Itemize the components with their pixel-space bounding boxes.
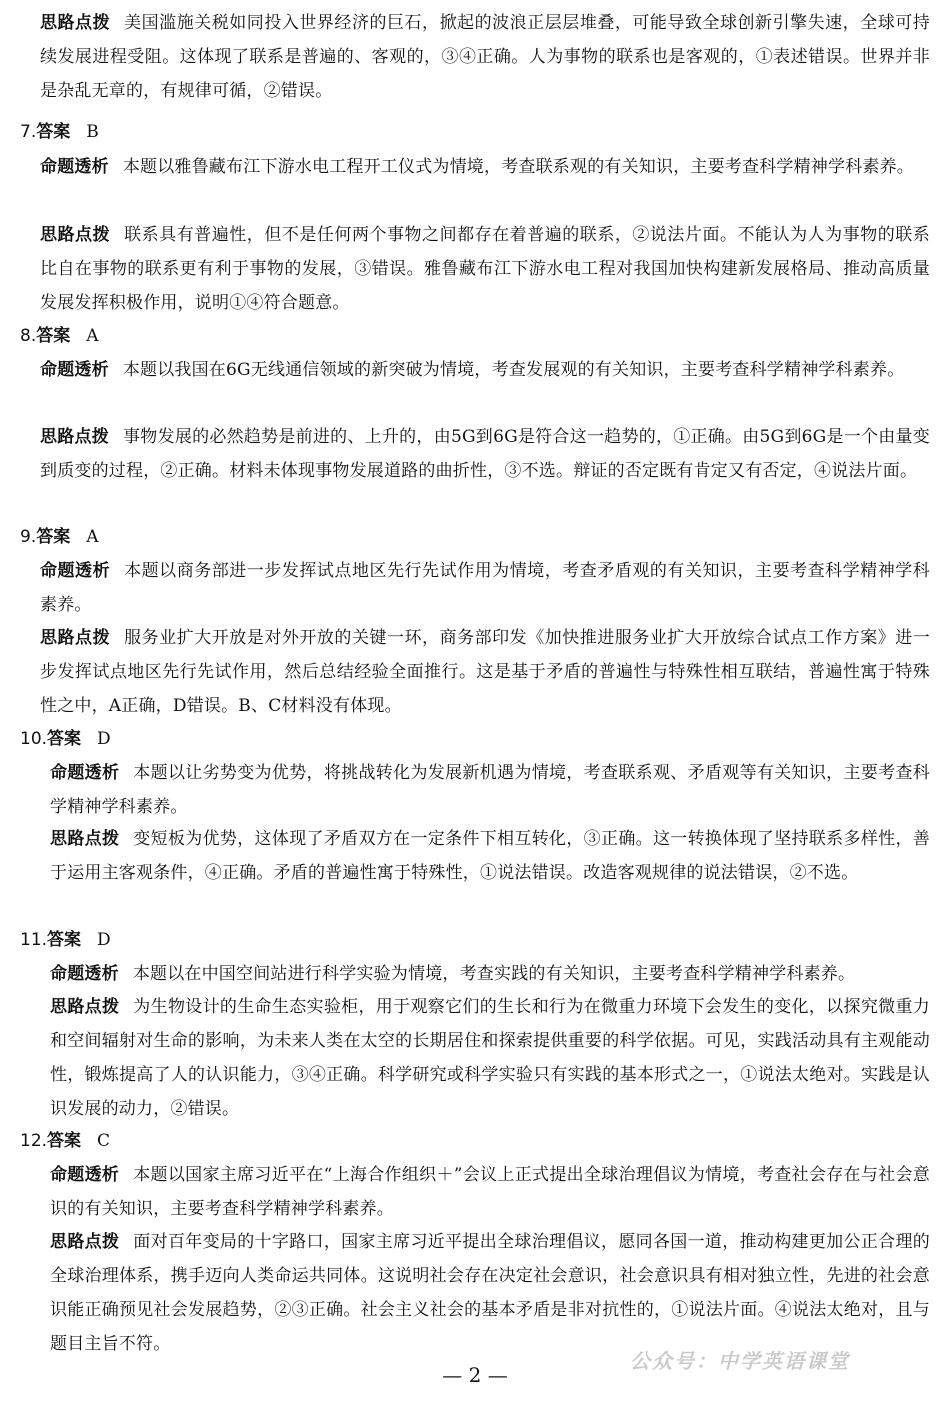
hint-label: 思路点拨 bbox=[40, 427, 110, 447]
hint-text: 联系具有普遍性，但不是任何两个事物之间都存在着普遍的联系，②说法片面。不能认为人为事物的联系比自在事物的联系更有利于事物的发展，③错误。雅鲁藏布江下游水电工程对我国加快构建新发展格局、推动高质量发展发挥积极作用，说明①④符合题意。 bbox=[40, 225, 930, 313]
analysis-text: 本题以雅鲁藏布江下游水电工程开工仪式为情境，考查联系观的有关知识，主要考查科学精神学科素养。 bbox=[122, 157, 915, 177]
question-12-answer bbox=[20, 1124, 110, 1158]
question-8-hint bbox=[40, 420, 930, 488]
analysis-text: 本题以在中国空间站进行科学实验为情境，考查实践的有关知识，主要考查科学精神学科素养。 bbox=[132, 964, 856, 984]
answer-label: 答案 bbox=[47, 729, 82, 749]
question-10-answer bbox=[20, 722, 111, 756]
analysis-text: 本题以商务部进一步发挥试点地区先行先试作用为情境，考查矛盾观的有关知识，主要考查科学精神学科素养。 bbox=[40, 561, 930, 615]
answer-label: 答案 bbox=[36, 527, 71, 547]
hint-text: 变短板为优势，这体现了矛盾双方在一定条件下相互转化，③正确。这一转换体现了坚持联系多样性，善于运用主客观条件，④正确。矛盾的普遍性寓于特殊性，①说法错误。改造客观规律的说法错误，②不选。 bbox=[50, 829, 930, 883]
question-number: 11. bbox=[20, 930, 48, 950]
watermark: 公众号：中学英语课堂 bbox=[630, 1349, 850, 1373]
analysis-label: 命题透析 bbox=[40, 561, 111, 581]
question-12-hint bbox=[50, 1225, 930, 1361]
hint-label: 思路点拨 bbox=[50, 829, 120, 849]
analysis-label: 命题透析 bbox=[50, 1165, 120, 1185]
answer-label: 答案 bbox=[36, 122, 71, 142]
answer-label: 答案 bbox=[47, 930, 82, 950]
question-number: 9. bbox=[20, 527, 37, 547]
question-7-hint bbox=[40, 218, 930, 320]
question-9-analysis bbox=[40, 554, 930, 622]
answer-value: C bbox=[97, 1131, 111, 1151]
hint-text: 事物发展的必然趋势是前进的、上升的，由5G到6G是符合这一趋势的，①正确。由5G到6G是一个由量变到质变的过程，②正确。材料未体现事物发展道路的曲折性，③不选。辩证的否定既有肯定又有否定，④说法片面。 bbox=[40, 427, 930, 481]
answer-label: 答案 bbox=[36, 326, 71, 346]
answer-value: D bbox=[97, 930, 111, 950]
answer-label: 答案 bbox=[47, 1131, 82, 1151]
question-8-analysis bbox=[40, 353, 930, 387]
answer-value: D bbox=[97, 729, 111, 749]
question-11-hint bbox=[50, 990, 930, 1126]
question-number: 7. bbox=[20, 122, 37, 142]
question-8-answer bbox=[20, 319, 99, 353]
question-7-analysis bbox=[40, 150, 930, 184]
question-11-answer bbox=[20, 923, 111, 957]
question-number: 10. bbox=[20, 729, 48, 749]
question-12-analysis bbox=[50, 1158, 930, 1226]
question-10-hint bbox=[50, 822, 930, 890]
analysis-label: 命题透析 bbox=[40, 360, 109, 380]
analysis-text: 本题以让劣势变为优势，将挑战转化为发展新机遇为情境，考查联系观、矛盾观等有关知识，主要考查科学精神学科素养。 bbox=[50, 763, 930, 817]
answer-value: A bbox=[86, 326, 99, 346]
hint-label: 思路点拨 bbox=[40, 628, 111, 648]
hint-label: 思路点拨 bbox=[40, 13, 111, 33]
question-9-answer bbox=[20, 520, 99, 554]
hint-label: 思路点拨 bbox=[50, 997, 120, 1017]
answer-value: A bbox=[86, 527, 99, 547]
question-number: 8. bbox=[20, 326, 37, 346]
analysis-text: 本题以我国在6G无线通信领域的新突破为情境，考查发展观的有关知识，主要考查科学精神学科素养。 bbox=[122, 360, 905, 380]
hint-text: 美国滥施关税如同投入世界经济的巨石，掀起的波浪正层层堆叠，可能导致全球创新引擎失速，全球可持续发展进程受阻。这体现了联系是普遍的、客观的，③④正确。人为事物的联系也是客观的，①表述错误。世界并非是杂乱无章的，有规律可循，②错误。 bbox=[40, 13, 930, 101]
answer-value: B bbox=[86, 122, 99, 142]
hint-text: 面对百年变局的十字路口，国家主席习近平提出全球治理倡议，愿同各国一道，推动构建更加公正合理的全球治理体系，携手迈向人类命运共同体。这说明社会存在决定社会意识，社会意识具有相对独立性，先进的社会意识能正确预见社会发展趋势，②③正确。社会主义社会的基本矛盾是非对抗性的，①说法片面。④说法太绝对，且与题目主旨不符。 bbox=[50, 1232, 930, 1354]
question-9-hint bbox=[40, 621, 930, 723]
intro-hint bbox=[40, 6, 930, 108]
hint-text: 为生物设计的生命生态实验柜，用于观察它们的生长和行为在微重力环境下会发生的变化，以探究微重力和空间辐射对生命的影响，为未来人类在太空的长期居住和探索提供重要的科学依据。可见，实践活动具有主观能动性，锻炼提高了人的认识能力，③④正确。科学研究或科学实验只有实践的基本形式之一，①说法太绝对。实践是认识发展的动力，②错误。 bbox=[50, 997, 930, 1119]
analysis-label: 命题透析 bbox=[40, 157, 109, 177]
page-number: — 2 — bbox=[442, 1363, 508, 1387]
analysis-label: 命题透析 bbox=[50, 763, 120, 783]
hint-label: 思路点拨 bbox=[40, 225, 111, 245]
question-10-analysis bbox=[50, 756, 930, 824]
analysis-text: 本题以国家主席习近平在“上海合作组织＋”会议上正式提出全球治理倡议为情境，考查社会存在与社会意识的有关知识，主要考查科学精神学科素养。 bbox=[50, 1165, 930, 1219]
analysis-label: 命题透析 bbox=[50, 964, 119, 984]
question-number: 12. bbox=[20, 1131, 48, 1151]
question-7-answer bbox=[20, 115, 99, 149]
question-11-analysis bbox=[50, 957, 930, 991]
hint-text: 服务业扩大开放是对外开放的关键一环，商务部印发《加快推进服务业扩大开放综合试点工作方案》进一步发挥试点地区先行先试作用，然后总结经验全面推行。这是基于矛盾的普遍性与特殊性相互联结，普遍性寓于特殊性之中，A正确，D错误。B、C材料没有体现。 bbox=[40, 628, 930, 716]
hint-label: 思路点拨 bbox=[50, 1232, 120, 1252]
